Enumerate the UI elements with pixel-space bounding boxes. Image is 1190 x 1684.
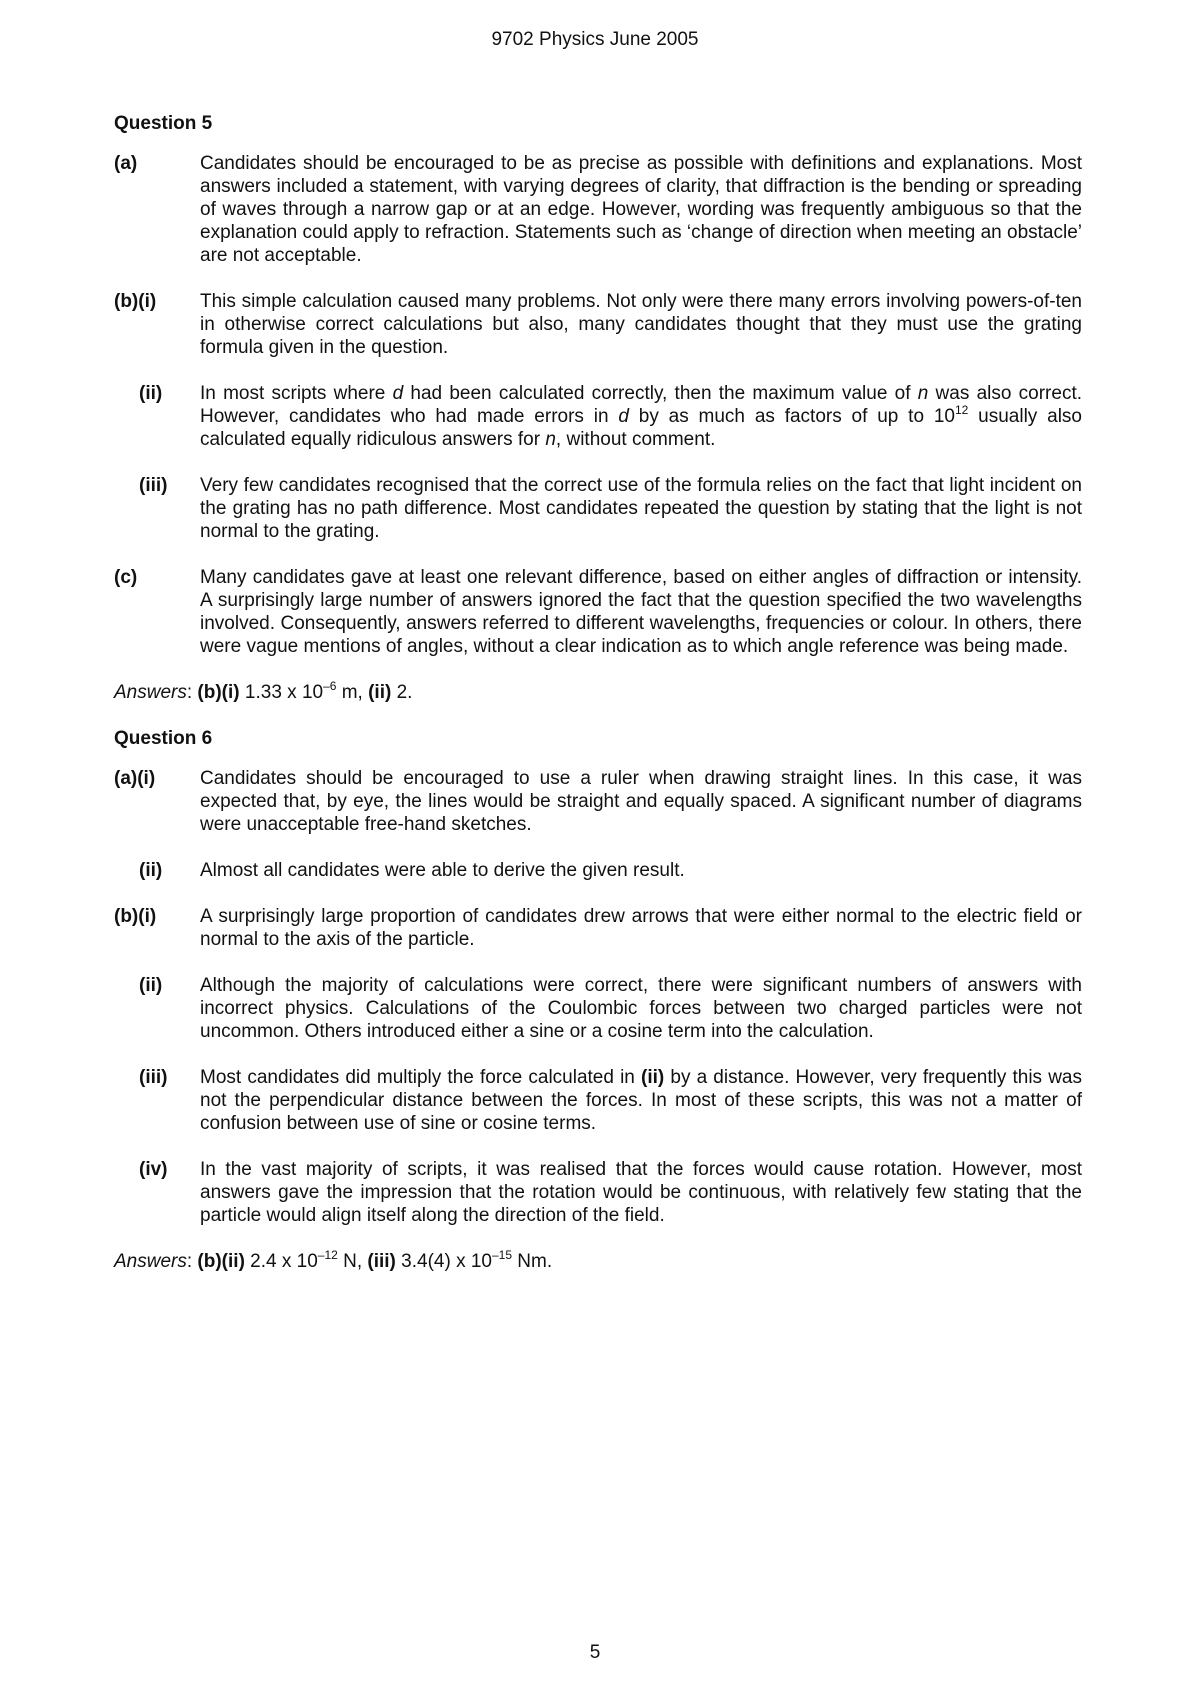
text-run: usually also calculated equally ridiculous answers for bbox=[200, 406, 1082, 450]
text-run: , without comment. bbox=[555, 429, 716, 450]
text-run: In most scripts where bbox=[200, 383, 393, 404]
q5-part-c bbox=[114, 566, 1082, 658]
question-6-title: Question 6 bbox=[114, 728, 213, 749]
variable-n: n bbox=[545, 429, 556, 450]
q6-part-a-i bbox=[114, 767, 1082, 836]
question-5-title: Question 5 bbox=[114, 113, 213, 134]
q5-part-b-i bbox=[114, 290, 1082, 359]
answer-value: 3.4(4) x 10 bbox=[395, 1251, 492, 1272]
exponent: –15 bbox=[492, 1248, 513, 1262]
part-text bbox=[200, 382, 1082, 451]
exponent: –12 bbox=[317, 1248, 338, 1262]
part-label: (b)(i) bbox=[114, 906, 157, 927]
q5-part-b-ii bbox=[114, 382, 1082, 451]
q6-part-b-ii bbox=[114, 974, 1082, 1043]
answers-word: Answers bbox=[114, 682, 187, 703]
part-label: (a)(i) bbox=[114, 768, 156, 789]
part-label: (ii) bbox=[139, 383, 163, 404]
q6-part-b-iii bbox=[114, 1066, 1082, 1135]
answer-label: (iii) bbox=[367, 1251, 396, 1272]
part-reference: (ii) bbox=[641, 1067, 665, 1088]
page-header: 9702 Physics June 2005 bbox=[491, 29, 699, 50]
answer-unit: N, bbox=[337, 1251, 368, 1272]
page-number: 5 bbox=[589, 1642, 601, 1663]
part-text: This simple calculation caused many problems. Not only were there many errors involving powers-of-ten in otherwise correct calculations but also, many candidates thought that they must use the grating formula given in the question. bbox=[200, 291, 1082, 358]
answer-value: 1.33 x 10 bbox=[239, 682, 324, 703]
part-text: Candidates should be encouraged to use a ruler when drawing straight lines. In this case, it was expected that, by eye, the lines would be straight and equally spaced. A significant number of diagrams were unacceptable free-hand sketches. bbox=[200, 768, 1082, 835]
exponent: 12 bbox=[954, 403, 969, 417]
answer-unit: m, bbox=[336, 682, 369, 703]
part-label: (iii) bbox=[139, 475, 168, 496]
part-text: Although the majority of calculations were correct, there were significant numbers of answers with incorrect physics. Calculations of the Coulombic forces between two charged particles were not uncommon. Others introduced either a sine or a cosine term into the calculation. bbox=[200, 975, 1082, 1042]
text-run: Most candidates did multiply the force calculated in bbox=[200, 1067, 642, 1088]
text-run: by as much as factors of up to 10 bbox=[628, 406, 955, 427]
part-text bbox=[200, 1066, 1082, 1135]
text-run: was also correct. However, candidates who had made errors in bbox=[200, 383, 1083, 427]
part-label: (iii) bbox=[139, 1067, 168, 1088]
exponent: –6 bbox=[323, 679, 337, 693]
variable-d: d bbox=[618, 406, 629, 427]
part-label: (c) bbox=[114, 567, 138, 588]
text-run: : bbox=[186, 1251, 198, 1272]
part-label: (iv) bbox=[139, 1159, 168, 1180]
answers-word: Answers bbox=[114, 1251, 187, 1272]
part-text: A surprisingly large proportion of candidates drew arrows that were either normal to the electric field or normal to the axis of the particle. bbox=[200, 906, 1082, 950]
text-run: by a distance. However, very frequently this was not the perpendicular distance between the forces. In most of these scripts, this was not a matter of confusion between use of sine or cosine terms. bbox=[200, 1067, 1082, 1134]
part-label: (a) bbox=[114, 153, 138, 174]
q5-part-b-iii bbox=[114, 474, 1082, 543]
answer-label: (ii) bbox=[368, 682, 392, 703]
answer-unit: Nm. bbox=[512, 1251, 553, 1272]
answer-label: (b)(ii) bbox=[197, 1251, 245, 1272]
part-text: Many candidates gave at least one relevant difference, based on either angles of diffraction or intensity. A surprisingly large number of answers ignored the fact that the question specified the two wavelengths involved. Consequently, answers referred to different wavelengths, frequencies or colour. In others, there were vague mentions of angles, without a clear indication as to which angle reference was being made. bbox=[200, 567, 1082, 657]
answer-value: 2. bbox=[391, 682, 413, 703]
q6-answers bbox=[114, 1250, 1082, 1273]
part-text: Candidates should be encouraged to be as precise as possible with definitions and explanations. Most answers included a statement, with varying degrees of clarity, that diffraction is the bending or spreading of waves through a narrow gap or at an edge. However, wording was frequently ambiguous so that the explanation could apply to refraction. Statements such as ‘change of direction when meeting an obstacle’ are not acceptable. bbox=[200, 153, 1082, 266]
part-text: Almost all candidates were able to derive the given result. bbox=[200, 860, 685, 881]
part-label: (ii) bbox=[139, 975, 163, 996]
q5-answers bbox=[114, 681, 1082, 704]
answer-value: 2.4 x 10 bbox=[244, 1251, 318, 1272]
variable-d: d bbox=[392, 383, 404, 404]
part-label: (ii) bbox=[139, 860, 163, 881]
q5-part-a bbox=[114, 152, 1082, 267]
q6-part-b-iv bbox=[114, 1158, 1082, 1227]
part-text: Very few candidates recognised that the correct use of the formula relies on the fact that light incident on the grating has no path difference. Most candidates repeated the question by stating that the light is not normal to the grating. bbox=[200, 475, 1082, 542]
part-text: In the vast majority of scripts, it was realised that the forces would cause rotation. However, most answers gave the impression that the rotation would be continuous, with relatively few stating that the particle would align itself along the direction of the field. bbox=[200, 1159, 1082, 1226]
text-run: had been calculated correctly, then the maximum value of bbox=[403, 383, 918, 404]
answer-label: (b)(i) bbox=[197, 682, 240, 703]
part-label: (b)(i) bbox=[114, 291, 157, 312]
q6-part-b-i bbox=[114, 905, 1082, 951]
report-body bbox=[114, 112, 1082, 1296]
text-run: : bbox=[186, 682, 198, 703]
q6-part-a-ii bbox=[114, 859, 1082, 882]
variable-n: n bbox=[917, 383, 929, 404]
